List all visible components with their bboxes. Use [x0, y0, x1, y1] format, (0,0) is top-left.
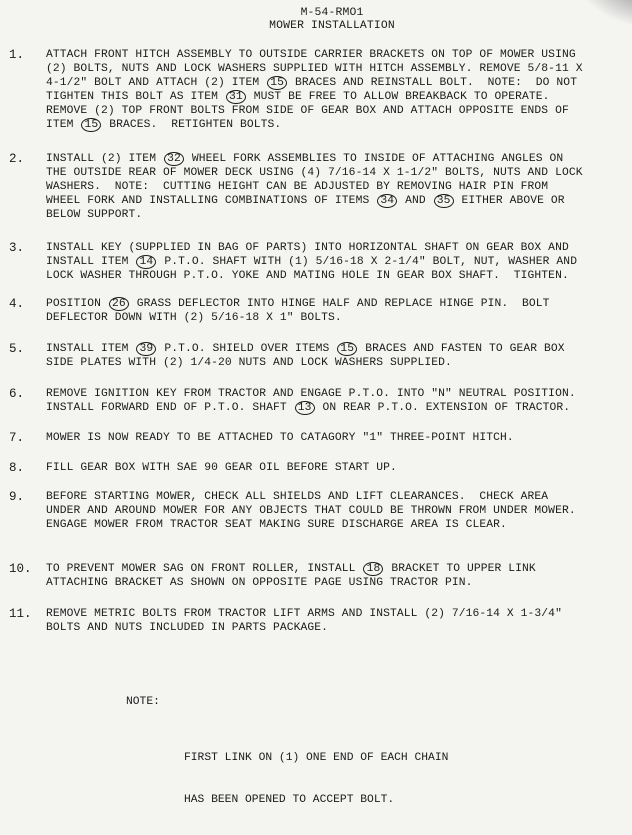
- note-line: FIRST LINK ON (1) ONE END OF EACH CHAIN: [184, 752, 449, 764]
- instruction-text: [46, 562, 618, 590]
- instruction-line: BOLTS AND NUTS INCLUDED IN PARTS PACKAGE.: [46, 622, 329, 634]
- instruction-text: [46, 387, 618, 415]
- instruction-number: 9.: [9, 490, 25, 504]
- instruction-number: 6.: [9, 387, 25, 401]
- item-callout: 26: [109, 297, 129, 311]
- instruction-line: ATTACHING BRACKET AS SHOWN ON OPPOSITE PAGE USING TRACTOR PIN.: [46, 577, 473, 589]
- instruction-line: WASHERS. NOTE: CUTTING HEIGHT CAN BE ADJUSTED BY REMOVING HAIR PIN FROM: [46, 181, 549, 193]
- item-callout: 31: [226, 90, 246, 104]
- instruction-number: 7.: [9, 431, 25, 445]
- instruction-line: WHEEL FORK AND INSTALLING COMBINATIONS OF ITEMS 34 AND 35 EITHER ABOVE OR: [46, 195, 565, 207]
- item-callout: 35: [434, 194, 454, 208]
- instruction-line: INSTALL ITEM 39 P.T.O. SHIELD OVER ITEMS 15 BRACES AND FASTEN TO GEAR BOX: [46, 343, 565, 355]
- item-callout: 13: [295, 401, 315, 415]
- instruction-line: ENGAGE MOWER FROM TRACTOR SEAT MAKING SURE DISCHARGE AREA IS CLEAR.: [46, 519, 507, 531]
- instruction-number: 1.: [9, 48, 25, 62]
- instruction-line: INSTALL ITEM 14 P.T.O. SHAFT WITH (1) 5/16-18 X 2-1/4" BOLT, NUT, WASHER AND: [46, 256, 578, 268]
- instruction-line: INSTALL KEY (SUPPLIED IN BAG OF PARTS) INTO HORIZONTAL SHAFT ON GEAR BOX AND: [46, 242, 569, 254]
- instruction-number: 2.: [9, 152, 25, 166]
- note-line: HAS BEEN OPENED TO ACCEPT BOLT.: [184, 794, 395, 806]
- instruction-line: FILL GEAR BOX WITH SAE 90 GEAR OIL BEFORE START UP.: [46, 462, 397, 474]
- instruction-line: ATTACH FRONT HITCH ASSEMBLY TO OUTSIDE CARRIER BRACKETS ON TOP OF MOWER USING: [46, 49, 576, 61]
- instruction-line: SIDE PLATES WITH (2) 1/4-20 NUTS AND LOCK WASHERS SUPPLIED.: [46, 357, 452, 369]
- item-callout: 14: [136, 255, 156, 269]
- instruction-line: MOWER IS NOW READY TO BE ATTACHED TO CATAGORY "1" THREE-POINT HITCH.: [46, 432, 514, 444]
- instruction-line: REMOVE IGNITION KEY FROM TRACTOR AND ENGAGE P.T.O. INTO "N" NEUTRAL POSITION.: [46, 388, 576, 400]
- instruction-line: LOCK WASHER THROUGH P.T.O. YOKE AND MATING HOLE IN GEAR BOX SHAFT. TIGHTEN.: [46, 270, 569, 282]
- instruction-line: POSITION 26 GRASS DEFLECTOR INTO HINGE HALF AND REPLACE HINGE PIN. BOLT: [46, 298, 550, 310]
- instruction-text: [46, 48, 618, 132]
- instruction-line: INSTALL (2) ITEM 32 WHEEL FORK ASSEMBLIES TO INSIDE OF ATTACHING ANGLES ON: [46, 153, 564, 165]
- instruction-line: REMOVE METRIC BOLTS FROM TRACTOR LIFT ARMS AND INSTALL (2) 7/16-14 X 1-3/4": [46, 608, 562, 620]
- item-callout: 15: [337, 342, 357, 356]
- instruction-text: [46, 241, 618, 283]
- instruction-text: [46, 152, 618, 222]
- instruction-line: ITEM 15 BRACES. RETIGHTEN BOLTS.: [46, 119, 282, 131]
- instruction-text: [46, 490, 618, 532]
- instruction-line: (2) BOLTS, NUTS AND LOCK WASHERS SUPPLIED WITH HITCH ASSEMBLY. REMOVE 5/8-11 X: [46, 63, 583, 75]
- item-callout: 15: [267, 76, 287, 90]
- instruction-text: [46, 297, 618, 325]
- instruction-text: [46, 342, 618, 370]
- instruction-number: 11.: [9, 607, 32, 621]
- instruction-line: BEFORE STARTING MOWER, CHECK ALL SHIELDS AND LIFT CLEARANCES. CHECK AREA: [46, 491, 549, 503]
- instruction-text: [46, 431, 618, 445]
- item-callout: 34: [377, 194, 397, 208]
- page-title: MOWER INSTALLATION: [269, 20, 395, 32]
- item-callout: 39: [136, 342, 156, 356]
- item-callout: 32: [164, 152, 184, 166]
- instruction-line: TO PREVENT MOWER SAG ON FRONT ROLLER, INSTALL 18 BRACKET TO UPPER LINK: [46, 563, 536, 575]
- note-block: [126, 681, 449, 806]
- instruction-line: UNDER AND AROUND MOWER FOR ANY OBJECTS THAT COULD BE THROWN FROM UNDER MOWER.: [46, 505, 576, 517]
- instruction-line: BELOW SUPPORT.: [46, 209, 143, 221]
- instruction-text: [46, 461, 618, 475]
- instruction-number: 10.: [9, 562, 32, 576]
- note-text: [184, 723, 524, 835]
- instruction-text: [46, 607, 618, 635]
- instruction-line: DEFLECTOR DOWN WITH (2) 5/16-18 X 1" BOLTS.: [46, 312, 342, 324]
- instruction-line: 4-1/2" BOLT AND ATTACH (2) ITEM 15 BRACES AND REINSTALL BOLT. NOTE: DO NOT: [46, 77, 578, 89]
- note-label: NOTE:: [126, 696, 160, 708]
- instruction-line: INSTALL FORWARD END OF P.T.O. SHAFT 13 ON REAR P.T.O. EXTENSION OF TRACTOR.: [46, 402, 571, 414]
- instruction-number: 4.: [9, 297, 25, 311]
- instruction-line: TIGHTEN THIS BOLT AS ITEM 31 MUST BE FREE TO ALLOW BREAKBACK TO OPERATE.: [46, 91, 550, 103]
- instruction-number: 5.: [9, 342, 25, 356]
- instruction-line: REMOVE (2) TOP FRONT BOLTS FROM SIDE OF GEAR BOX AND ATTACH OPPOSITE ENDS OF: [46, 105, 569, 117]
- instruction-line: THE OUTSIDE REAR OF MOWER DECK USING (4) 7/16-14 X 1-1/2" BOLTS, NUTS AND LOCK: [46, 167, 583, 179]
- item-callout: 18: [363, 562, 383, 576]
- document-id: M-54-RMO1: [300, 7, 364, 19]
- item-callout: 15: [81, 118, 101, 132]
- instruction-number: 3.: [9, 241, 25, 255]
- instruction-number: 8.: [9, 461, 25, 475]
